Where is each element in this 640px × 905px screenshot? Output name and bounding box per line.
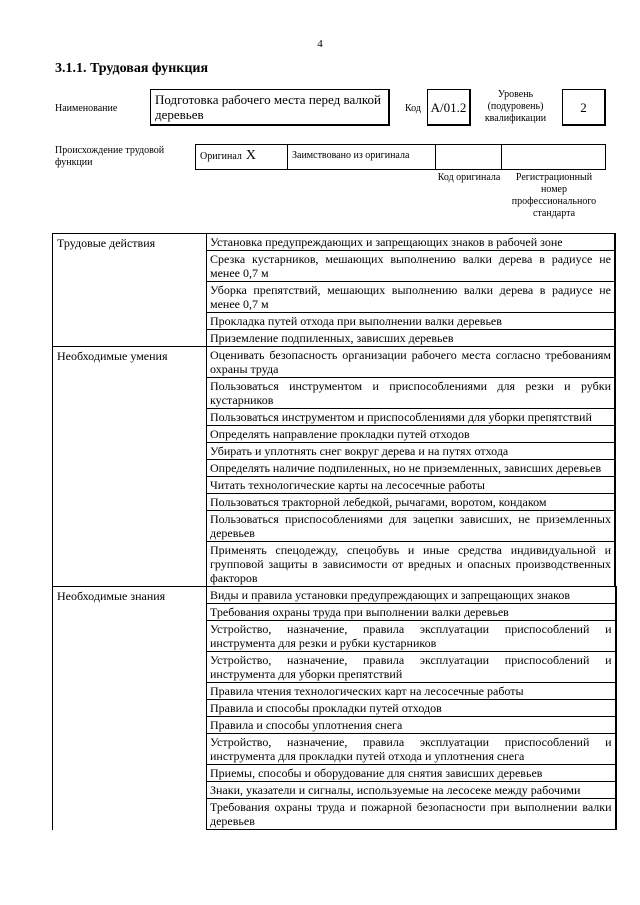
list-item: Оценивать безопасность организации рабочего места согласно требованиям охраны труда — [207, 346, 616, 378]
code-label: Код — [405, 103, 421, 114]
code-original-label: Код оригинала — [437, 172, 501, 183]
section-items — [207, 234, 617, 347]
list-item: Требования охраны труда и пожарной безопасности при выполнении валки деревьев — [207, 798, 617, 830]
section-row — [53, 347, 617, 587]
list-item: Установка предупреждающих и запрещающих знаков в рабочей зоне — [207, 233, 616, 251]
section-title: Трудовые действия — [53, 234, 207, 347]
original-label: Оригинал — [200, 151, 242, 162]
reg-number-cell — [502, 145, 605, 169]
page-number: 4 — [317, 38, 323, 50]
level-box: 2 — [562, 89, 606, 126]
reg-number-label: Регистрационный номер профессионального стандарта — [511, 172, 597, 219]
list-item: Пользоваться приспособлениями для зацепки зависших, не приземленных деревьев — [207, 510, 616, 542]
section-title: Необходимые умения — [53, 347, 207, 587]
list-item: Виды и правила установки предупреждающих и запрещающих знаков — [207, 586, 617, 604]
list-item: Устройство, назначение, правила эксплуатации приспособлений и инструмента для уборки препятствий — [207, 651, 617, 683]
function-table — [52, 233, 617, 830]
list-item: Прокладка путей отхода при выполнении валки деревьев — [207, 312, 616, 330]
origin-row — [195, 144, 606, 170]
level-label: Уровень (подуровень) квалификации — [484, 89, 547, 124]
list-item: Читать технологические карты на лесосечные работы — [207, 476, 616, 494]
list-item: Правила и способы уплотнения снега — [207, 716, 617, 734]
list-item: Пользоваться инструментом и приспособлениями для уборки препятствий — [207, 408, 616, 426]
origin-label: Происхождение трудовой функции — [55, 145, 165, 168]
list-item: Определять направление прокладки путей отходов — [207, 425, 616, 443]
list-item: Определять наличие подпиленных, но не приземленных, зависших деревьев — [207, 459, 616, 477]
borrowed-cell: Заимствовано из оригинала — [288, 145, 436, 169]
list-item: Знаки, указатели и сигналы, используемые на лесосеке между рабочими — [207, 781, 617, 799]
list-item: Срезка кустарников, мешающих выполнению валки дерева в радиусе не менее 0,7 м — [207, 250, 616, 282]
list-item: Уборка препятствий, мешающих выполнению валки дерева в радиусе не менее 0,7 м — [207, 281, 616, 313]
original-cell — [196, 145, 288, 169]
list-item: Применять спецодежду, спецобувь и иные средства индивидуальной и групповой защиты в зависимости от вредных и опасных производственных факторов — [207, 541, 616, 587]
list-item: Пользоваться инструментом и приспособлениями для резки и рубки кустарников — [207, 377, 616, 409]
list-item: Устройство, назначение, правила эксплуатации приспособлений и инструмента для прокладки путей отхода и уплотнения снега — [207, 733, 617, 765]
list-item: Правила чтения технологических карт на лесосечные работы — [207, 682, 617, 700]
name-label: Наименование — [55, 103, 118, 114]
original-mark: X — [245, 148, 257, 163]
code-box: A/01.2 — [427, 89, 471, 126]
section-row — [53, 234, 617, 347]
list-item: Приземление подпиленных, зависших деревьев — [207, 329, 616, 347]
list-item: Убирать и уплотнять снег вокруг дерева и на путях отхода — [207, 442, 616, 460]
list-item: Правила и способы прокладки путей отходов — [207, 699, 617, 717]
code-original-cell — [436, 145, 502, 169]
section-title: 3.1.1. Трудовая функция — [55, 61, 209, 76]
list-item: Приемы, способы и оборудование для снятия зависших деревьев — [207, 764, 617, 782]
list-item: Требования охраны труда при выполнении валки деревьев — [207, 603, 617, 621]
section-items — [207, 347, 617, 587]
section-items — [207, 587, 617, 830]
section-row — [53, 587, 617, 830]
list-item: Пользоваться тракторной лебедкой, рычагами, воротом, кондаком — [207, 493, 616, 511]
section-title: Необходимые знания — [53, 587, 207, 830]
function-name-box: Подготовка рабочего места перед валкой деревьев — [150, 89, 390, 126]
list-item: Устройство, назначение, правила эксплуатации приспособлений и инструмента для резки и рубки кустарников — [207, 620, 617, 652]
